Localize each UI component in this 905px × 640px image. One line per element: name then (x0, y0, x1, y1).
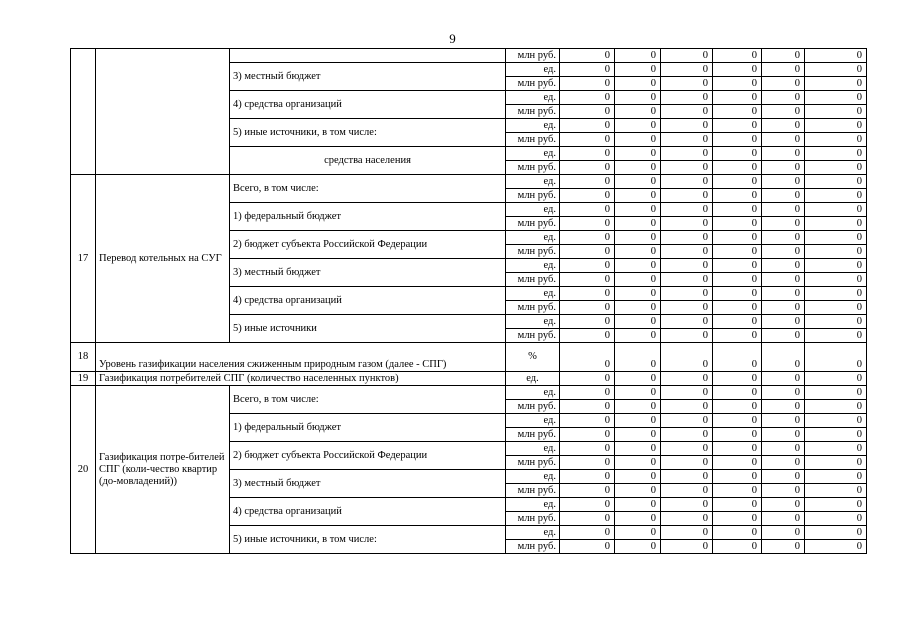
unit-cell: ед. (506, 259, 560, 273)
value-cell: 0 (713, 189, 762, 203)
value-cell: 0 (560, 301, 615, 315)
value-cell: 0 (762, 456, 805, 470)
unit-cell: ед. (506, 442, 560, 456)
value-cell: 0 (560, 259, 615, 273)
value-cell: 0 (713, 512, 762, 526)
value-cell: 0 (762, 147, 805, 161)
value-cell: 0 (560, 386, 615, 400)
value-cell: 0 (805, 315, 867, 329)
value-cell: 0 (615, 414, 661, 428)
value-cell: 0 (805, 259, 867, 273)
value-cell: 0 (713, 203, 762, 217)
value-cell: 0 (560, 372, 615, 386)
value-cell: 0 (713, 526, 762, 540)
unit-cell: ед. (506, 147, 560, 161)
value-cell: 0 (661, 133, 713, 147)
value-cell: 0 (560, 175, 615, 189)
value-cell: 0 (762, 161, 805, 175)
unit-cell: млн руб. (506, 456, 560, 470)
value-cell: 0 (560, 63, 615, 77)
value-cell: 0 (805, 498, 867, 512)
value-cell: 0 (805, 540, 867, 554)
value-cell: 0 (713, 484, 762, 498)
value-cell: 0 (560, 400, 615, 414)
unit-cell: млн руб. (506, 273, 560, 287)
value-cell: 0 (560, 414, 615, 428)
value-cell: 0 (661, 147, 713, 161)
value-cell: 0 (762, 512, 805, 526)
value-cell: 0 (805, 484, 867, 498)
value-cell: 0 (805, 147, 867, 161)
value-cell: 0 (713, 231, 762, 245)
row-number-cell: 18 (71, 343, 96, 372)
value-cell: 0 (762, 329, 805, 343)
table-row (71, 343, 867, 372)
value-cell: 0 (615, 329, 661, 343)
value-cell: 0 (615, 512, 661, 526)
value-cell: 0 (713, 386, 762, 400)
value-cell: 0 (661, 77, 713, 91)
value-cell: 0 (615, 203, 661, 217)
value-cell: 0 (615, 147, 661, 161)
value-cell: 0 (805, 414, 867, 428)
value-cell: 0 (615, 49, 661, 63)
value-cell: 0 (762, 245, 805, 259)
value-cell: 0 (713, 315, 762, 329)
value-cell: 0 (762, 189, 805, 203)
value-cell: 0 (762, 414, 805, 428)
value-cell: 0 (713, 343, 762, 372)
value-cell: 0 (762, 400, 805, 414)
value-cell: 0 (805, 189, 867, 203)
value-cell: 0 (713, 456, 762, 470)
value-cell: 0 (615, 343, 661, 372)
value-cell: 0 (805, 217, 867, 231)
value-cell: 0 (805, 442, 867, 456)
value-cell: 0 (713, 470, 762, 484)
value-cell: 0 (661, 470, 713, 484)
unit-cell: млн руб. (506, 217, 560, 231)
funding-source-label: средства населения (230, 147, 506, 175)
value-cell: 0 (615, 63, 661, 77)
funding-source-label (230, 49, 506, 63)
unit-cell: млн руб. (506, 400, 560, 414)
value-cell: 0 (805, 161, 867, 175)
value-cell: 0 (661, 484, 713, 498)
value-cell: 0 (615, 259, 661, 273)
unit-cell: ед. (506, 470, 560, 484)
unit-cell: ед. (506, 203, 560, 217)
value-cell: 0 (615, 77, 661, 91)
value-cell: 0 (713, 105, 762, 119)
value-cell: 0 (615, 119, 661, 133)
value-cell: 0 (713, 147, 762, 161)
page-number: 9 (449, 31, 456, 46)
value-cell: 0 (560, 161, 615, 175)
value-cell: 0 (560, 203, 615, 217)
value-cell: 0 (615, 526, 661, 540)
funding-source-label: 5) иные источники (230, 315, 506, 343)
value-cell: 0 (805, 77, 867, 91)
unit-cell: ед. (506, 175, 560, 189)
value-cell: 0 (762, 372, 805, 386)
value-cell: 0 (805, 63, 867, 77)
value-cell: 0 (560, 470, 615, 484)
value-cell: 0 (615, 386, 661, 400)
value-cell: 0 (762, 273, 805, 287)
value-cell: 0 (560, 133, 615, 147)
value-cell: 0 (713, 119, 762, 133)
unit-cell: ед. (506, 315, 560, 329)
value-cell: 0 (661, 287, 713, 301)
value-cell: 0 (615, 91, 661, 105)
funding-source-label: Всего, в том числе: (230, 175, 506, 203)
value-cell: 0 (762, 470, 805, 484)
value-cell: 0 (805, 119, 867, 133)
funding-source-label: 2) бюджет субъекта Российской Федерации (230, 231, 506, 259)
value-cell: 0 (661, 343, 713, 372)
value-cell: 0 (713, 161, 762, 175)
value-cell: 0 (805, 273, 867, 287)
table-body (71, 49, 867, 554)
value-cell: 0 (805, 91, 867, 105)
unit-cell: млн руб. (506, 161, 560, 175)
value-cell: 0 (805, 105, 867, 119)
funding-source-label: 3) местный бюджет (230, 470, 506, 498)
value-cell: 0 (560, 484, 615, 498)
unit-cell: млн руб. (506, 77, 560, 91)
value-cell: 0 (615, 498, 661, 512)
value-cell: 0 (560, 147, 615, 161)
table-row (71, 49, 867, 63)
value-cell: 0 (713, 77, 762, 91)
funding-source-label: 2) бюджет субъекта Российской Федерации (230, 442, 506, 470)
value-cell: 0 (661, 189, 713, 203)
value-cell: 0 (661, 63, 713, 77)
value-cell: 0 (762, 91, 805, 105)
funding-source-label: Всего, в том числе: (230, 386, 506, 414)
value-cell: 0 (615, 456, 661, 470)
unit-cell: ед. (506, 119, 560, 133)
funding-source-label: 3) местный бюджет (230, 259, 506, 287)
value-cell: 0 (560, 526, 615, 540)
value-cell: 0 (661, 372, 713, 386)
value-cell: 0 (762, 77, 805, 91)
value-cell: 0 (615, 133, 661, 147)
value-cell: 0 (661, 245, 713, 259)
value-cell: 0 (560, 119, 615, 133)
value-cell: 0 (713, 540, 762, 554)
row-name-cell: Газификация потре-бителей СПГ (коли-чество квартир (до-мовладений)) (96, 386, 230, 554)
indicator-label: Уровень газификации населения сжиженным природным газом (далее - СПГ) (96, 343, 506, 372)
unit-cell: млн руб. (506, 189, 560, 203)
value-cell: 0 (560, 245, 615, 259)
value-cell: 0 (805, 287, 867, 301)
value-cell: 0 (661, 161, 713, 175)
value-cell: 0 (713, 498, 762, 512)
funding-source-label: 4) средства организаций (230, 498, 506, 526)
value-cell: 0 (615, 217, 661, 231)
unit-cell: млн руб. (506, 512, 560, 526)
value-cell: 0 (661, 273, 713, 287)
value-cell: 0 (615, 428, 661, 442)
value-cell: 0 (762, 484, 805, 498)
unit-cell: млн руб. (506, 133, 560, 147)
value-cell: 0 (661, 456, 713, 470)
row-number-cell: 20 (71, 386, 96, 554)
value-cell: 0 (661, 301, 713, 315)
value-cell: 0 (615, 189, 661, 203)
value-cell: 0 (762, 428, 805, 442)
value-cell: 0 (805, 203, 867, 217)
value-cell: 0 (805, 372, 867, 386)
value-cell: 0 (805, 49, 867, 63)
value-cell: 0 (762, 105, 805, 119)
value-cell: 0 (713, 217, 762, 231)
value-cell: 0 (762, 203, 805, 217)
value-cell: 0 (762, 119, 805, 133)
unit-cell: ед. (506, 287, 560, 301)
value-cell: 0 (661, 414, 713, 428)
value-cell: 0 (805, 343, 867, 372)
table-row (71, 386, 867, 400)
value-cell: 0 (762, 386, 805, 400)
value-cell: 0 (661, 105, 713, 119)
value-cell: 0 (661, 175, 713, 189)
unit-cell: ед. (506, 63, 560, 77)
unit-cell: млн руб. (506, 428, 560, 442)
unit-cell: ед. (506, 526, 560, 540)
row-number-cell: 17 (71, 175, 96, 343)
value-cell: 0 (615, 315, 661, 329)
value-cell: 0 (805, 470, 867, 484)
value-cell: 0 (615, 245, 661, 259)
value-cell: 0 (560, 105, 615, 119)
value-cell: 0 (661, 259, 713, 273)
value-cell: 0 (713, 259, 762, 273)
value-cell: 0 (762, 175, 805, 189)
value-cell: 0 (661, 498, 713, 512)
funding-source-label: 4) средства организаций (230, 91, 506, 119)
value-cell: 0 (661, 428, 713, 442)
value-cell: 0 (661, 442, 713, 456)
unit-cell: млн руб. (506, 540, 560, 554)
value-cell: 0 (805, 301, 867, 315)
value-cell: 0 (713, 442, 762, 456)
value-cell: 0 (713, 428, 762, 442)
value-cell: 0 (615, 301, 661, 315)
value-cell: 0 (805, 386, 867, 400)
value-cell: 0 (713, 133, 762, 147)
value-cell: 0 (762, 526, 805, 540)
value-cell: 0 (762, 343, 805, 372)
value-cell: 0 (805, 512, 867, 526)
value-cell: 0 (805, 133, 867, 147)
indicator-label: Газификация потребителей СПГ (количество населенных пунктов) (96, 372, 506, 386)
value-cell: 0 (560, 498, 615, 512)
value-cell: 0 (661, 526, 713, 540)
value-cell: 0 (661, 91, 713, 105)
unit-cell: млн руб. (506, 329, 560, 343)
value-cell: 0 (560, 91, 615, 105)
value-cell: 0 (762, 231, 805, 245)
value-cell: 0 (560, 343, 615, 372)
unit-cell: ед. (506, 372, 560, 386)
value-cell: 0 (713, 400, 762, 414)
value-cell: 0 (805, 526, 867, 540)
value-cell: 0 (805, 231, 867, 245)
value-cell: 0 (615, 470, 661, 484)
unit-cell: ед. (506, 231, 560, 245)
value-cell: 0 (661, 231, 713, 245)
value-cell: 0 (560, 428, 615, 442)
unit-cell: ед. (506, 414, 560, 428)
value-cell: 0 (615, 287, 661, 301)
value-cell: 0 (560, 442, 615, 456)
value-cell: 0 (805, 175, 867, 189)
value-cell: 0 (762, 259, 805, 273)
value-cell: 0 (805, 428, 867, 442)
value-cell: 0 (762, 315, 805, 329)
value-cell: 0 (713, 414, 762, 428)
value-cell: 0 (805, 400, 867, 414)
unit-cell: млн руб. (506, 245, 560, 259)
funding-source-label: 5) иные источники, в том числе: (230, 119, 506, 147)
value-cell: 0 (762, 133, 805, 147)
unit-cell: ед. (506, 386, 560, 400)
row-name-cell (96, 49, 230, 175)
value-cell: 0 (560, 231, 615, 245)
value-cell: 0 (762, 540, 805, 554)
value-cell: 0 (805, 245, 867, 259)
value-cell: 0 (762, 301, 805, 315)
value-cell: 0 (615, 175, 661, 189)
value-cell: 0 (805, 329, 867, 343)
value-cell: 0 (661, 217, 713, 231)
unit-cell: млн руб. (506, 49, 560, 63)
unit-cell: % (506, 343, 560, 372)
value-cell: 0 (661, 203, 713, 217)
value-cell: 0 (615, 442, 661, 456)
value-cell: 0 (661, 49, 713, 63)
funding-source-label: 4) средства организаций (230, 287, 506, 315)
value-cell: 0 (615, 231, 661, 245)
value-cell: 0 (615, 400, 661, 414)
table-row (71, 175, 867, 189)
value-cell: 0 (615, 540, 661, 554)
row-number-cell: 19 (71, 372, 96, 386)
value-cell: 0 (713, 49, 762, 63)
unit-cell: млн руб. (506, 484, 560, 498)
row-number-cell (71, 49, 96, 175)
table-row (71, 372, 867, 386)
value-cell: 0 (762, 49, 805, 63)
value-cell: 0 (713, 245, 762, 259)
value-cell: 0 (560, 540, 615, 554)
value-cell: 0 (615, 105, 661, 119)
value-cell: 0 (615, 161, 661, 175)
value-cell: 0 (560, 49, 615, 63)
funding-source-label: 3) местный бюджет (230, 63, 506, 91)
value-cell: 0 (615, 273, 661, 287)
value-cell: 0 (661, 540, 713, 554)
value-cell: 0 (560, 77, 615, 91)
unit-cell: ед. (506, 498, 560, 512)
value-cell: 0 (713, 91, 762, 105)
value-cell: 0 (762, 63, 805, 77)
unit-cell: ед. (506, 91, 560, 105)
value-cell: 0 (560, 512, 615, 526)
value-cell: 0 (713, 301, 762, 315)
value-cell: 0 (560, 189, 615, 203)
value-cell: 0 (762, 498, 805, 512)
value-cell: 0 (661, 119, 713, 133)
value-cell: 0 (713, 63, 762, 77)
value-cell: 0 (762, 287, 805, 301)
unit-cell: млн руб. (506, 301, 560, 315)
value-cell: 0 (560, 217, 615, 231)
value-cell: 0 (560, 315, 615, 329)
value-cell: 0 (713, 287, 762, 301)
funding-source-label: 5) иные источники, в том числе: (230, 526, 506, 554)
value-cell: 0 (661, 512, 713, 526)
value-cell: 0 (560, 287, 615, 301)
value-cell: 0 (615, 372, 661, 386)
value-cell: 0 (805, 456, 867, 470)
value-cell: 0 (713, 273, 762, 287)
value-cell: 0 (762, 217, 805, 231)
row-name-cell: Перевод котельных на СУГ (96, 175, 230, 343)
funding-source-label: 1) федеральный бюджет (230, 203, 506, 231)
unit-cell: млн руб. (506, 105, 560, 119)
value-cell: 0 (560, 329, 615, 343)
value-cell: 0 (713, 329, 762, 343)
value-cell: 0 (615, 484, 661, 498)
value-cell: 0 (661, 400, 713, 414)
value-cell: 0 (713, 372, 762, 386)
funding-source-label: 1) федеральный бюджет (230, 414, 506, 442)
value-cell: 0 (762, 442, 805, 456)
value-cell: 0 (661, 386, 713, 400)
value-cell: 0 (661, 329, 713, 343)
value-cell: 0 (661, 315, 713, 329)
value-cell: 0 (560, 456, 615, 470)
value-cell: 0 (713, 175, 762, 189)
gasification-table (70, 48, 867, 554)
value-cell: 0 (560, 273, 615, 287)
